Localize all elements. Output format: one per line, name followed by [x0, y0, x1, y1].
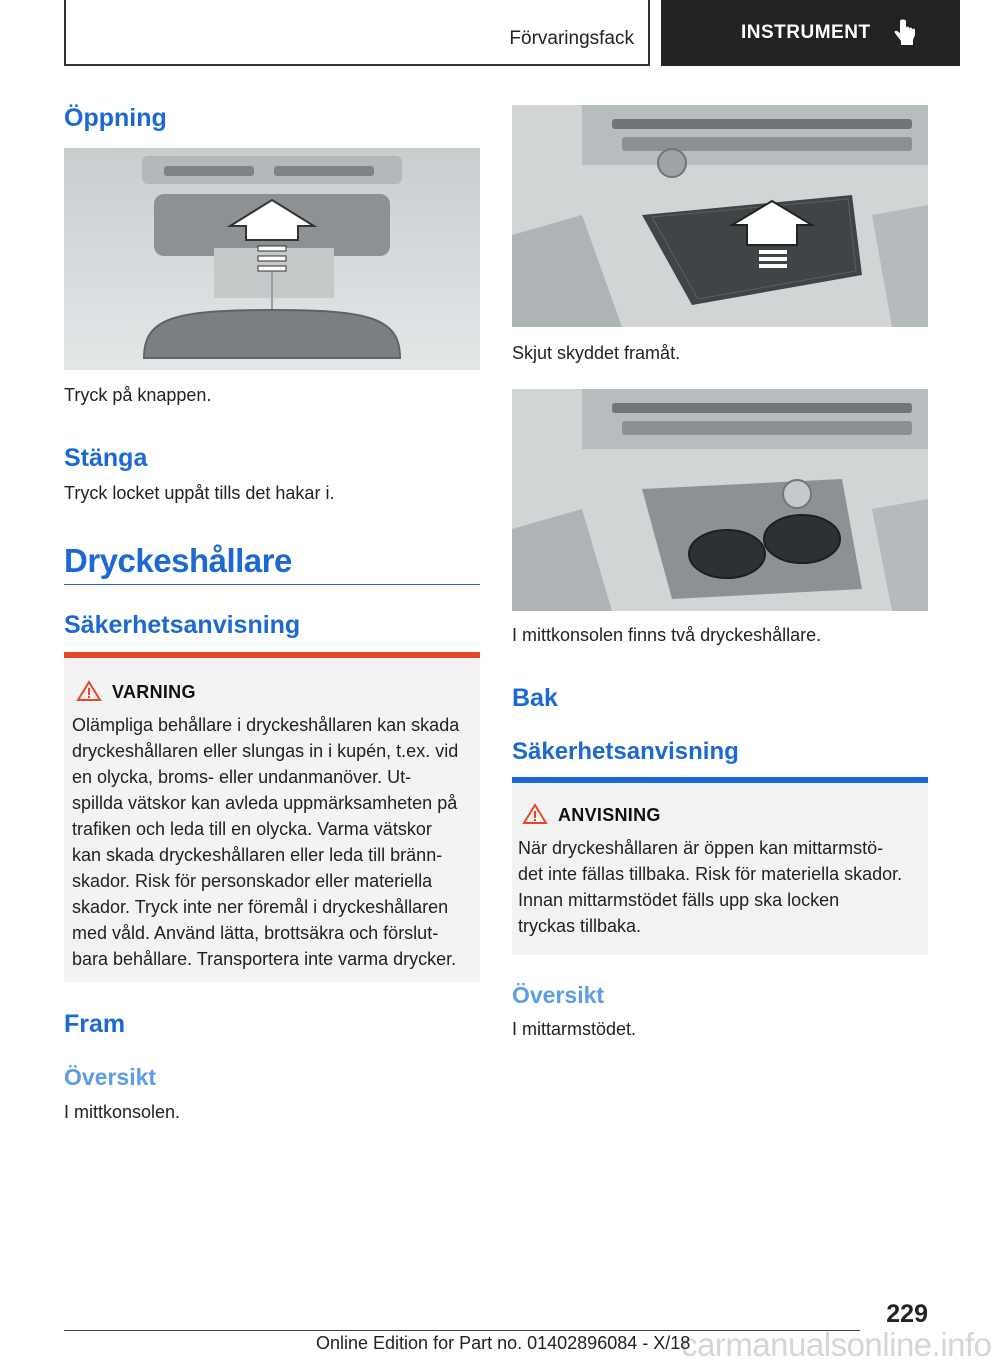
warning-box — [64, 652, 480, 982]
notice-box — [512, 777, 928, 955]
paragraph-oversikt-fram: I mittkonsolen. — [64, 1102, 181, 1122]
notice-title: ANVISNING — [558, 805, 661, 825]
heading-dryckeshallare: Dryckeshållare — [64, 542, 292, 579]
page-number: 229 — [886, 1300, 928, 1328]
hand-pointer-icon — [893, 19, 917, 47]
photo-overhead-console — [64, 148, 480, 370]
notice-text — [518, 835, 902, 939]
heading-oversikt-fram: Översikt — [64, 1064, 157, 1090]
notice-line: Innan mittarmstödet fälls upp ska locken — [518, 890, 840, 910]
header-section-title: Förvaringsfack — [509, 28, 634, 49]
warning-line: bara behållare. Transportera inte varma drycker. — [72, 949, 457, 969]
heading-bak: Bak — [512, 684, 558, 712]
heading-sakerhetsanvisning: Säkerhetsanvisning — [64, 611, 301, 639]
warning-line: kan skada dryckeshållaren eller leda till bränn- — [72, 845, 443, 865]
paragraph-oversikt-bak: I mittarmstödet. — [512, 1019, 637, 1039]
notice-bar — [512, 777, 928, 783]
caption-tva-dryckeshallare: I mittkonsolen finns två dryckeshållare. — [512, 625, 822, 645]
warning-line: skador. Tryck inte ner föremål i dryckeshållaren — [72, 897, 449, 917]
header-chapter-tab[interactable] — [661, 0, 960, 66]
heading-fram: Fram — [64, 1010, 126, 1038]
warning-line: trafiken och leda till en olycka. Varma vätskor — [72, 819, 432, 839]
warning-bar — [64, 652, 480, 658]
warning-line: dryckeshållaren eller slungas in i kupén, t.ex. vid — [72, 741, 459, 761]
notice-line: det inte fällas tillbaka. Risk för materiella skador. — [518, 864, 903, 884]
header-chapter-label: INSTRUMENT — [741, 22, 871, 43]
heading-rule — [64, 584, 480, 585]
photo-cupholders — [512, 389, 928, 611]
warning-title: VARNING — [112, 682, 196, 702]
caption-skjut-skyddet: Skjut skyddet framåt. — [512, 343, 681, 363]
warning-triangle-icon — [76, 680, 102, 702]
heading-sakerhetsanvisning-bak: Säkerhetsanvisning — [512, 738, 739, 765]
warning-line: med våld. Använd lätta, brottsäkra och förslut- — [72, 923, 439, 943]
warning-text — [72, 712, 459, 972]
warning-line: skador. Risk för personskador eller materiella — [72, 871, 433, 891]
footer-edition: Online Edition for Part no. 01402896084 - X/18 — [316, 1333, 691, 1353]
heading-oversikt-bak: Översikt — [512, 982, 605, 1008]
heading-oppning: Öppning — [64, 104, 167, 132]
warning-line: Olämpliga behållare i dryckeshållaren kan skada — [72, 715, 460, 735]
caption-tryck-knappen: Tryck på knappen. — [64, 385, 212, 405]
warning-line: en olycka, broms- eller undanmanöver. Ut- — [72, 767, 412, 787]
paragraph-stanga: Tryck locket uppåt tills det hakar i. — [64, 483, 335, 503]
notice-line: När dryckeshållaren är öppen kan mittarmstö- — [518, 838, 884, 858]
notice-line: tryckas tillbaka. — [518, 916, 642, 936]
heading-stanga: Stänga — [64, 444, 148, 472]
notice-triangle-icon — [522, 803, 548, 825]
footer-watermark: carmanualsonline.info — [681, 1326, 992, 1363]
warning-line: spillda vätskor kan avleda uppmärksamheten på — [72, 793, 458, 813]
photo-console-cover — [512, 105, 928, 327]
